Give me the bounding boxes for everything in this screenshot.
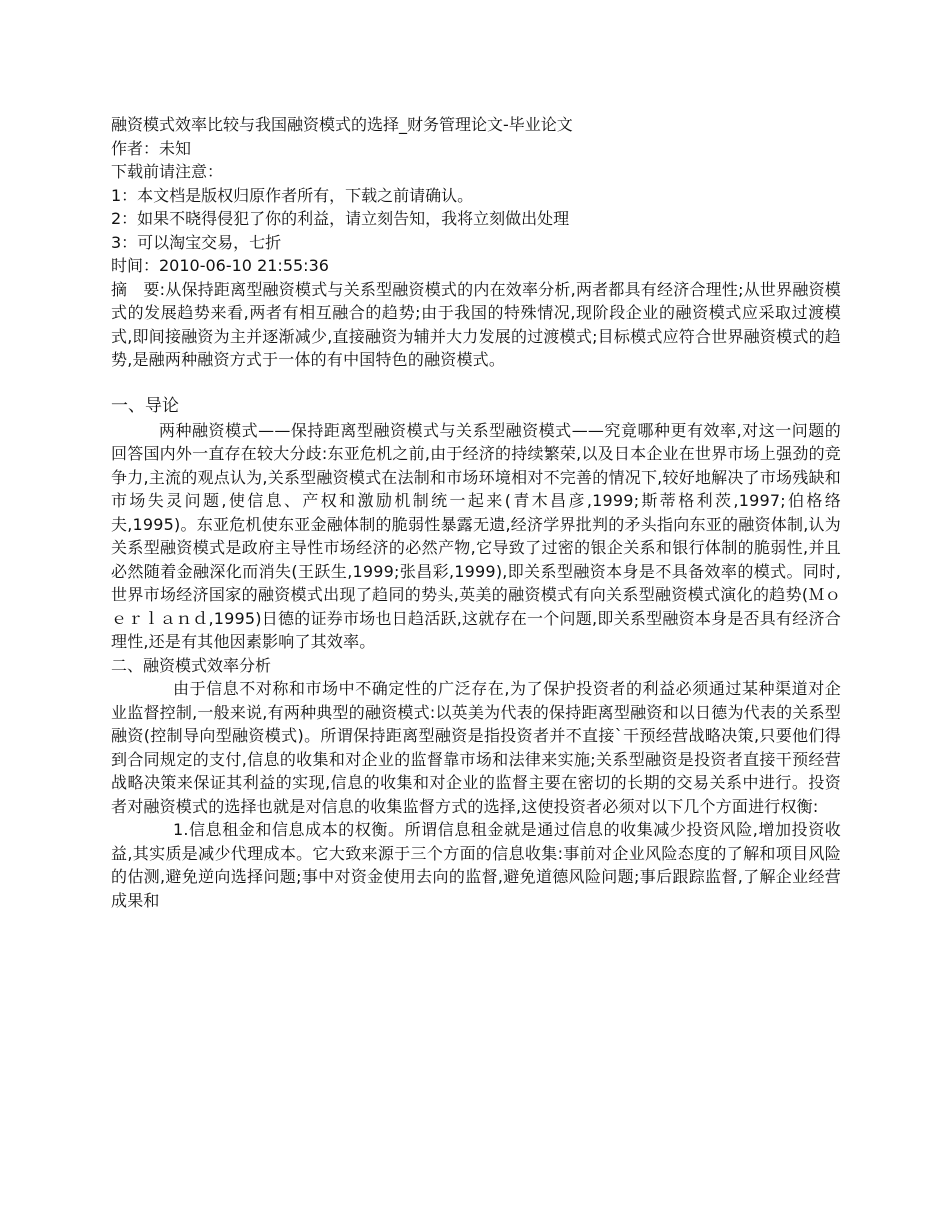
time-line: 时间：2010-06-10 21:55:36 xyxy=(111,256,329,275)
abstract-paragraph: 摘 要:从保持距离型融资模式与关系型融资模式的内在效率分析,两者都具有经济合理性;从世界融资模式的发展趋势来看,两者有相互融合的趋势;由于我国的特殊情况,现阶段企业的融资模式应采取过渡模式,即间接融资为主并逐渐减少,直接融资为辅并大力发展的过渡模式;目标模式应符合世界融资模式的趋势,是融两种融资方式于一体的有中国特色的融资模式。 xyxy=(111,279,841,369)
section-heading-efficiency-analysis: 二、融资模式效率分析 xyxy=(111,655,272,675)
efficiency-analysis-paragraph: 由于信息不对称和市场中不确定性的广泛存在,为了保护投资者的利益必须通过某种渠道对企业监督控制,一般来说,有两种典型的融资模式:以英美为代表的保持距离型融资和以日德为代表的关系型融资(控制导向型融资模式)。所谓保持距离型融资是指投资者并不直接`干预经营战略决策,只要他们得到合同规定的支付,信息的收集和对企业的监督靠市场和法律来实施;关系型融资是投资者直接干预经营战略决策来保证其利益的实现,信息的收集和对企业的监督主要在密切的长期的交易关系中进行。投资者对融资模式的选择也就是对信息的收集监督方式的选择,这使投资者必须对以下几个方面进行权衡: xyxy=(111,679,841,816)
document-body xyxy=(111,113,841,912)
document-title: 融资模式效率比较与我国融资模式的选择_财务管理论文-毕业论文 xyxy=(111,115,573,134)
introduction-paragraph: 两种融资模式——保持距离型融资模式与关系型融资模式——究竟哪种更有效率,对这一问题的回答国内外一直存在较大分歧:东亚危机之前,由于经济的持续繁荣,以及日本企业在世界市场上强劲的竞争力,主流的观点认为,关系型融资模式在法制和市场环境相对不完善的情况下,较好地解决了市场残缺和市场失灵问题,使信息、产权和激励机制统一起来(青木昌彦,1999;斯蒂格利茨,1997;伯格络夫,1995)。东亚危机使东亚金融体制的脆弱性暴露无遗,经济学界批判的矛头指向东亚的融资体制,认为关系型融资模式是政府主导性市场经济的必然产物,它导致了过密的银企关系和银行体制的脆弱性,并且必然随着金融深化而消失(王跃生,1999;张昌彩,1999),即关系型融资本身是不具备效率的模式。同时,世界市场经济国家的融资模式出现了趋同的势头,英美的融资模式有向关系型融资模式演化的趋势(Ｍｏｅｒｌａｎｄ,1995)日德的证券市场也日趋活跃,这就存在一个问题,即关系型融资本身是否具有经济合理性,还是有其他因素影响了其效率。 xyxy=(111,420,841,651)
notice-item-1: 1：本文档是版权归原作者所有，下载之前请确认。 xyxy=(111,185,474,205)
notice-heading: 下载前请注意： xyxy=(111,162,224,181)
section-heading-introduction: 一、导论 xyxy=(111,396,179,416)
point-1-paragraph: 1.信息租金和信息成本的权衡。所谓信息租金就是通过信息的收集减少投资风险,增加投资收益,其实质是减少代理成本。它大致来源于三个方面的信息收集:事前对企业风险态度的了解和项目风险的估测,避免逆向选择问题;事中对资金使用去向的监督,避免道德风险问题;事后跟踪监督,了解企业经营成果和 xyxy=(111,820,841,910)
author-line: 作者：未知 xyxy=(111,138,192,158)
notice-item-3: 3：可以淘宝交易，七折 xyxy=(111,232,282,252)
spacer xyxy=(111,372,841,396)
notice-item-2: 2：如果不晓得侵犯了你的利益，请立刻告知，我将立刻做出处理 xyxy=(111,209,570,228)
